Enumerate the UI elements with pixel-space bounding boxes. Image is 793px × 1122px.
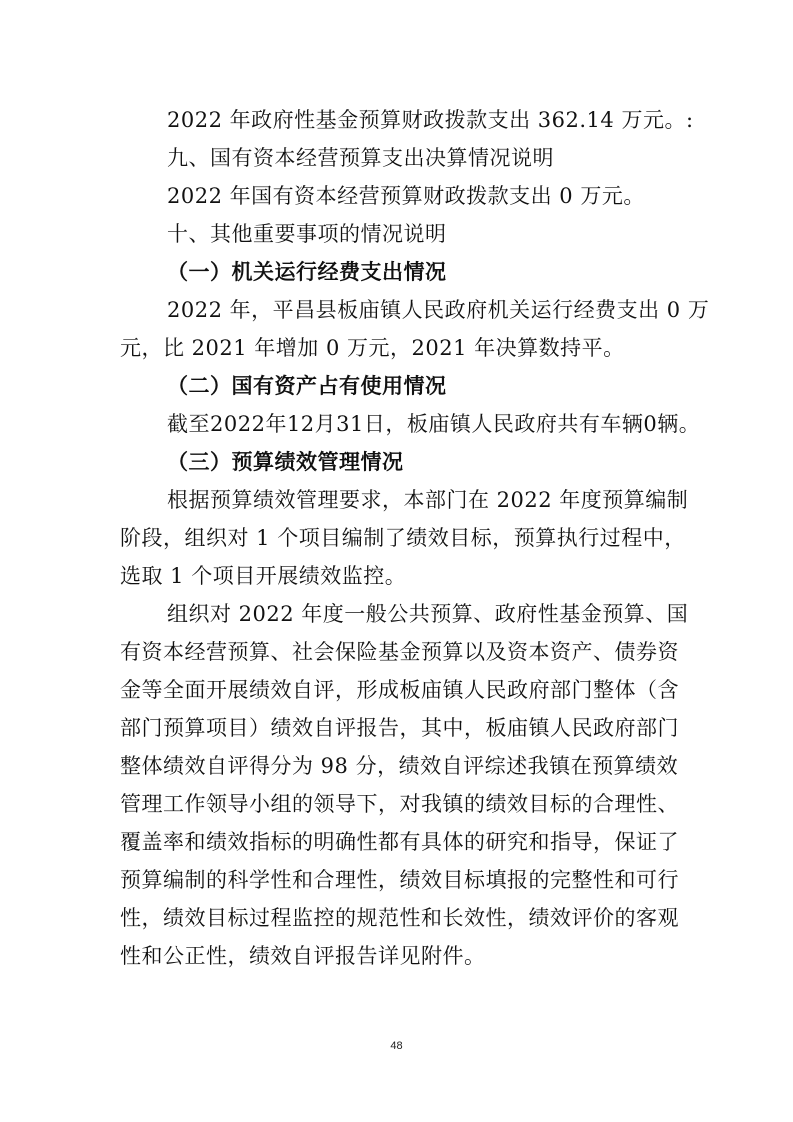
subheading-3: （三）预算绩效管理情况 — [167, 450, 404, 474]
paragraph-self-eval-line-9: 性，绩效目标过程监控的规范性和长效性，绩效评价的客观 — [120, 906, 679, 930]
paragraph-fund-budget: 2022 年政府性基金预算财政拨款支出 362.14 万元。: — [167, 108, 694, 132]
page-number: 48 — [390, 1040, 403, 1052]
paragraph-self-eval-line-7: 覆盖率和绩效指标的明确性都有具体的研究和指导，保证了 — [120, 830, 679, 854]
paragraph-self-eval-line-5: 整体绩效自评得分为 98 分，绩效自评综述我镇在预算绩效 — [120, 754, 679, 778]
paragraph-self-eval-line-8: 预算编制的科学性和合理性，绩效目标填报的完整性和可行 — [120, 868, 679, 892]
paragraph-self-eval-line-2: 有资本经营预算、社会保险基金预算以及资本资产、债券资 — [120, 640, 679, 664]
paragraph-vehicles: 截至2022年12月31日，板庙镇人民政府共有车辆0辆。 — [167, 412, 701, 436]
paragraph-self-eval-line-1: 组织对 2022 年度一般公共预算、政府性基金预算、国 — [167, 602, 689, 626]
subheading-1: （一）机关运行经费支出情况 — [167, 260, 447, 284]
section-heading-9: 九、国有资本经营预算支出决算情况说明 — [167, 146, 554, 170]
paragraph-self-eval-line-4: 部门预算项目）绩效自评报告，其中，板庙镇人民政府部门 — [120, 716, 679, 740]
paragraph-performance-line-1: 根据预算绩效管理要求，本部门在 2022 年度预算编制 — [167, 488, 689, 512]
paragraph-operating-expense-line-2: 元，比 2021 年增加 0 万元，2021 年决算数持平。 — [120, 336, 625, 360]
paragraph-self-eval-line-3: 金等全面开展绩效自评，形成板庙镇人民政府部门整体（含 — [120, 678, 679, 702]
paragraph-operating-expense-line-1: 2022 年，平昌县板庙镇人民政府机关运行经费支出 0 万 — [167, 298, 710, 322]
paragraph-self-eval-line-10: 性和公正性，绩效自评报告详见附件。 — [120, 944, 486, 968]
paragraph-self-eval-line-6: 管理工作领导小组的领导下，对我镇的绩效目标的合理性、 — [120, 792, 679, 816]
paragraph-performance-line-3: 选取 1 个项目开展绩效监控。 — [120, 564, 407, 588]
subheading-2: （二）国有资产占有使用情况 — [167, 374, 447, 398]
paragraph-performance-line-2: 阶段，组织对 1 个项目编制了绩效目标，预算执行过程中， — [120, 526, 686, 550]
paragraph-state-capital: 2022 年国有资本经营预算财政拨款支出 0 万元。 — [167, 184, 645, 208]
section-heading-10: 十、其他重要事项的情况说明 — [167, 222, 447, 246]
